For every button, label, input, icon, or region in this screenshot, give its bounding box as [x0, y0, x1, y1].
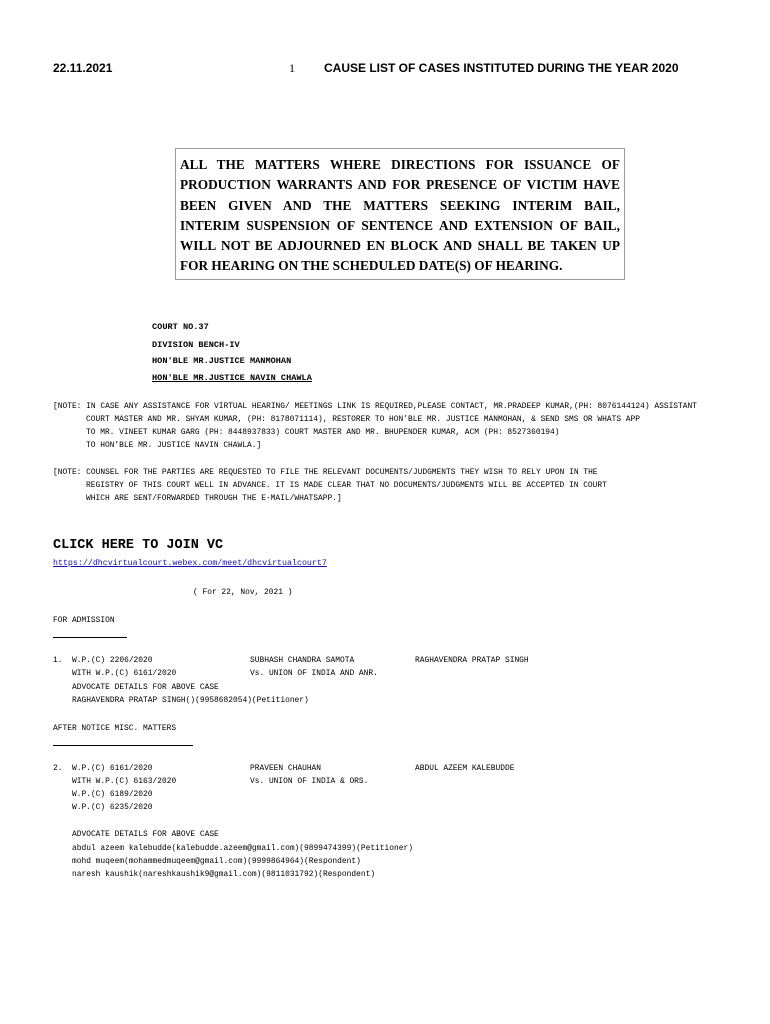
court-number: COURT NO.37: [152, 322, 209, 332]
advocate-detail: RAGHAVENDRA PRATAP SINGH()(9958682054)(Petitioner): [72, 696, 309, 705]
vc-link[interactable]: https://dhcvirtualcourt.webex.com/meet/dhcvirtualcourt7: [53, 559, 327, 568]
page-title: CAUSE LIST OF CASES INSTITUTED DURING THE YEAR 2020: [324, 61, 679, 75]
section-heading-after-notice: AFTER NOTICE MISC. MATTERS: [53, 724, 177, 733]
section-rule: [53, 637, 127, 638]
case-number: W.P.(C) 2206/2020: [72, 656, 153, 665]
party-name: PRAVEEN CHAUHAN: [250, 764, 322, 773]
bench-name: DIVISION BENCH-IV: [152, 340, 240, 350]
judge-1: HON'BLE MR.JUSTICE MANMOHAN: [152, 356, 292, 366]
note-1-line: TO MR. VINEET KUMAR GARG (PH: 8448937833) COURT MASTER AND MR. BHUPENDER KUMAR, ACM (PH: 8527360194): [86, 428, 560, 437]
case-number: W.P.(C) 6161/2020: [72, 764, 153, 773]
party-name: Vs. UNION OF INDIA & ORS.: [250, 777, 369, 786]
advocate-details-heading: ADVOCATE DETAILS FOR ABOVE CASE: [72, 830, 219, 839]
case-serial: 1.: [53, 656, 63, 665]
list-for-date: ( For 22, Nov, 2021 ): [193, 588, 293, 597]
notice-box: ALL THE MATTERS WHERE DIRECTIONS FOR ISSUANCE OF PRODUCTION WARRANTS AND FOR PRESENCE OF VICTIM HAVE BEEN GIVEN AND THE MATTERS SEEKING INTERIM BAIL, INTERIM SUSPENSION OF SENTENCE AND EXTENSION OF BAIL, WILL NOT BE ADJOURNED EN BLOCK AND SHALL BE TAKEN UP FOR HEARING ON THE SCHEDULED DATE(S) OF HEARING.: [175, 148, 625, 280]
list-date: 22.11.2021: [53, 61, 113, 75]
advocate-detail: abdul azeem kalebudde(kalebudde.azeem@gmail.com)(9899474399)(Petitioner): [72, 844, 413, 853]
note-1-line: [NOTE: IN CASE ANY ASSISTANCE FOR VIRTUAL HEARING/ MEETINGS LINK IS REQUIRED,PLEASE CONTACT, MR.PRADEEP KUMAR,(PH: 8076144124) ASSISTANT: [53, 402, 697, 411]
page-number: 1: [289, 61, 295, 75]
note-1-line: COURT MASTER AND MR. SHYAM KUMAR, (PH: 8178071114), RESTORER TO HON’BLE MR. JUSTICE MANMOHAN, & SEND SMS OR WHATS APP: [86, 415, 641, 424]
case-number: W.P.(C) 6189/2020: [72, 790, 153, 799]
party-name: Vs. UNION OF INDIA AND ANR.: [250, 669, 378, 678]
advocate-detail: naresh kaushik(nareshkaushik9@gmail.com)(9811031792)(Respondent): [72, 870, 376, 879]
note-2-line: [NOTE: COUNSEL FOR THE PARTIES ARE REQUESTED TO FILE THE RELEVANT DOCUMENTS/JUDGMENTS THEY WISH TO RELY UPON IN THE: [53, 468, 598, 477]
note-1-line: TO HON’BLE MR. JUSTICE NAVIN CHAWLA.]: [86, 441, 262, 450]
judge-2: HON'BLE MR.JUSTICE NAVIN CHAWLA: [152, 373, 312, 383]
advocate-name: ABDUL AZEEM KALEBUDDE: [415, 764, 515, 773]
note-2-line: WHICH ARE SENT/FORWARDED THROUGH THE E-MAIL/WHATSAPP.]: [86, 494, 342, 503]
join-vc-heading: CLICK HERE TO JOIN VC: [53, 538, 224, 553]
party-name: SUBHASH CHANDRA SAMOTA: [250, 656, 355, 665]
advocate-details-heading: ADVOCATE DETAILS FOR ABOVE CASE: [72, 683, 219, 692]
section-rule: [53, 745, 193, 746]
case-number: WITH W.P.(C) 6163/2020: [72, 777, 177, 786]
case-number: W.P.(C) 6235/2020: [72, 803, 153, 812]
case-number: WITH W.P.(C) 6161/2020: [72, 669, 177, 678]
note-2-line: REGISTRY OF THIS COURT WELL IN ADVANCE. IT IS MADE CLEAR THAT NO DOCUMENTS/JUDGMENTS WILL BE ACCEPTED IN COURT: [86, 481, 607, 490]
advocate-detail: mohd muqeem(mohammedmuqeem@gmail.com)(9999864964)(Respondent): [72, 857, 361, 866]
case-serial: 2.: [53, 764, 63, 773]
advocate-name: RAGHAVENDRA PRATAP SINGH: [415, 656, 529, 665]
section-heading-admission: FOR ADMISSION: [53, 616, 115, 625]
